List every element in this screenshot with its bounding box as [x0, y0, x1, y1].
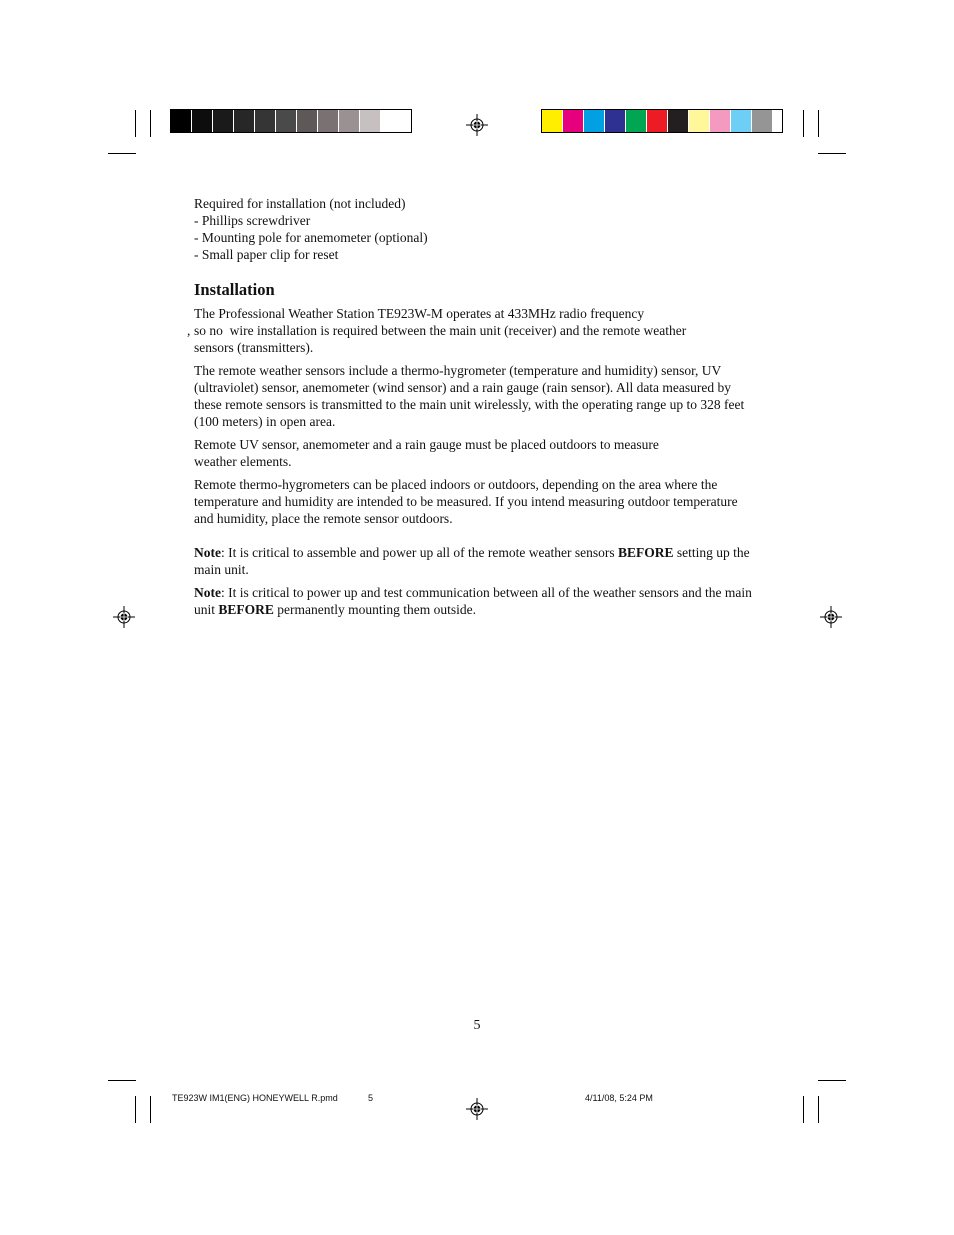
registration-mark-icon — [466, 114, 488, 136]
note-text: setting up the main unit. — [194, 545, 750, 577]
paragraph-line: Remote UV sensor, anemometer and a rain gauge must be placed outdoors to measure — [194, 437, 659, 452]
crop-mark — [150, 110, 151, 137]
registration-mark-icon — [466, 1098, 488, 1120]
list-item: - Phillips screwdriver — [194, 213, 311, 228]
color-swatch — [171, 110, 192, 132]
section-title: Installation — [194, 280, 275, 299]
crop-mark — [108, 1080, 136, 1081]
color-swatch — [318, 110, 339, 132]
list-item: - Mounting pole for anemometer (optional) — [194, 230, 428, 245]
crop-mark — [818, 153, 846, 154]
paragraph-line: weather elements. — [194, 454, 292, 469]
color-swatch — [255, 110, 276, 132]
crop-mark — [818, 1080, 846, 1081]
color-swatch — [689, 110, 710, 132]
page-number: 5 — [473, 1018, 481, 1033]
requirements-list — [194, 195, 759, 263]
sensors-paragraph: The remote weather sensors include a thermo-hygrometer (temperature and humidity) sensor, UV (ultraviolet) sensor, anemometer (wind sensor) and a rain gauge (rain sensor). All data measured by these remote sensors is transmitted to the main unit wirelessly, with the operating range up to 328 feet (100 meters) in open area. — [194, 363, 745, 429]
thermo-paragraph: Remote thermo-hygrometers can be placed indoors or outdoors, depending on the area where the temperature and humidity are intended to be measured. If you intend measuring outdoor temperature and humidity, place the remote sensor outdoors. — [194, 477, 738, 526]
outdoor-paragraph — [194, 436, 759, 470]
grayscale-calibration-bar — [171, 110, 402, 132]
intro-line: The Professional Weather Station TE923W-M operates at 433MHz radio frequency — [194, 306, 645, 321]
color-swatch — [297, 110, 318, 132]
page-content — [187, 195, 759, 624]
footer-filename: TE923W IM1(ENG) HONEYWELL R.pmd — [172, 1093, 338, 1103]
intro-line: sensors (transmitters). — [194, 340, 314, 355]
note-text: permanently mounting them outside. — [273, 602, 476, 617]
crop-mark — [135, 110, 136, 137]
footer-page: 5 — [368, 1093, 374, 1103]
color-swatch — [339, 110, 360, 132]
note-label: Note — [194, 585, 221, 600]
crop-mark — [803, 1096, 804, 1123]
crop-mark — [135, 1096, 136, 1123]
intro-paragraph — [187, 305, 759, 356]
crop-mark — [150, 1096, 151, 1123]
color-swatch — [213, 110, 234, 132]
note-paragraph — [194, 584, 759, 618]
crop-mark — [818, 110, 819, 137]
color-swatch — [542, 110, 563, 132]
color-swatch — [626, 110, 647, 132]
crop-mark — [803, 110, 804, 137]
note-text: : It is critical to power up and test communication between all of the weather sensors and the main unit — [194, 585, 752, 617]
crop-mark — [108, 153, 136, 154]
note-emphasis: BEFORE — [218, 602, 274, 617]
note-emphasis: BEFORE — [618, 545, 674, 560]
color-swatch — [360, 110, 381, 132]
color-swatch — [668, 110, 689, 132]
color-swatch — [605, 110, 626, 132]
color-swatch — [192, 110, 213, 132]
list-item: - Small paper clip for reset — [194, 247, 339, 262]
crop-mark — [818, 1096, 819, 1123]
stray-comma: , — [187, 323, 191, 338]
note-paragraph — [194, 544, 759, 578]
color-swatch — [276, 110, 297, 132]
note-label: Note — [194, 545, 221, 560]
registration-mark-icon — [113, 606, 135, 628]
color-swatch — [731, 110, 752, 132]
color-swatch — [381, 110, 402, 132]
intro-line: wire installation is required between the main unit (receiver) and the remote weather — [229, 323, 687, 338]
color-swatch — [647, 110, 668, 132]
note-text: : It is critical to assemble and power up all of the remote weather sensors — [221, 545, 618, 560]
footer-timestamp: 4/11/08, 5:24 PM — [585, 1093, 653, 1103]
requirements-heading: Required for installation (not included) — [194, 196, 406, 211]
color-swatch — [234, 110, 255, 132]
color-swatch — [584, 110, 605, 132]
color-swatch — [563, 110, 584, 132]
registration-mark-icon — [820, 606, 842, 628]
intro-line: so no — [194, 323, 223, 338]
color-swatch — [752, 110, 773, 132]
color-calibration-bar — [542, 110, 773, 132]
color-swatch — [710, 110, 731, 132]
